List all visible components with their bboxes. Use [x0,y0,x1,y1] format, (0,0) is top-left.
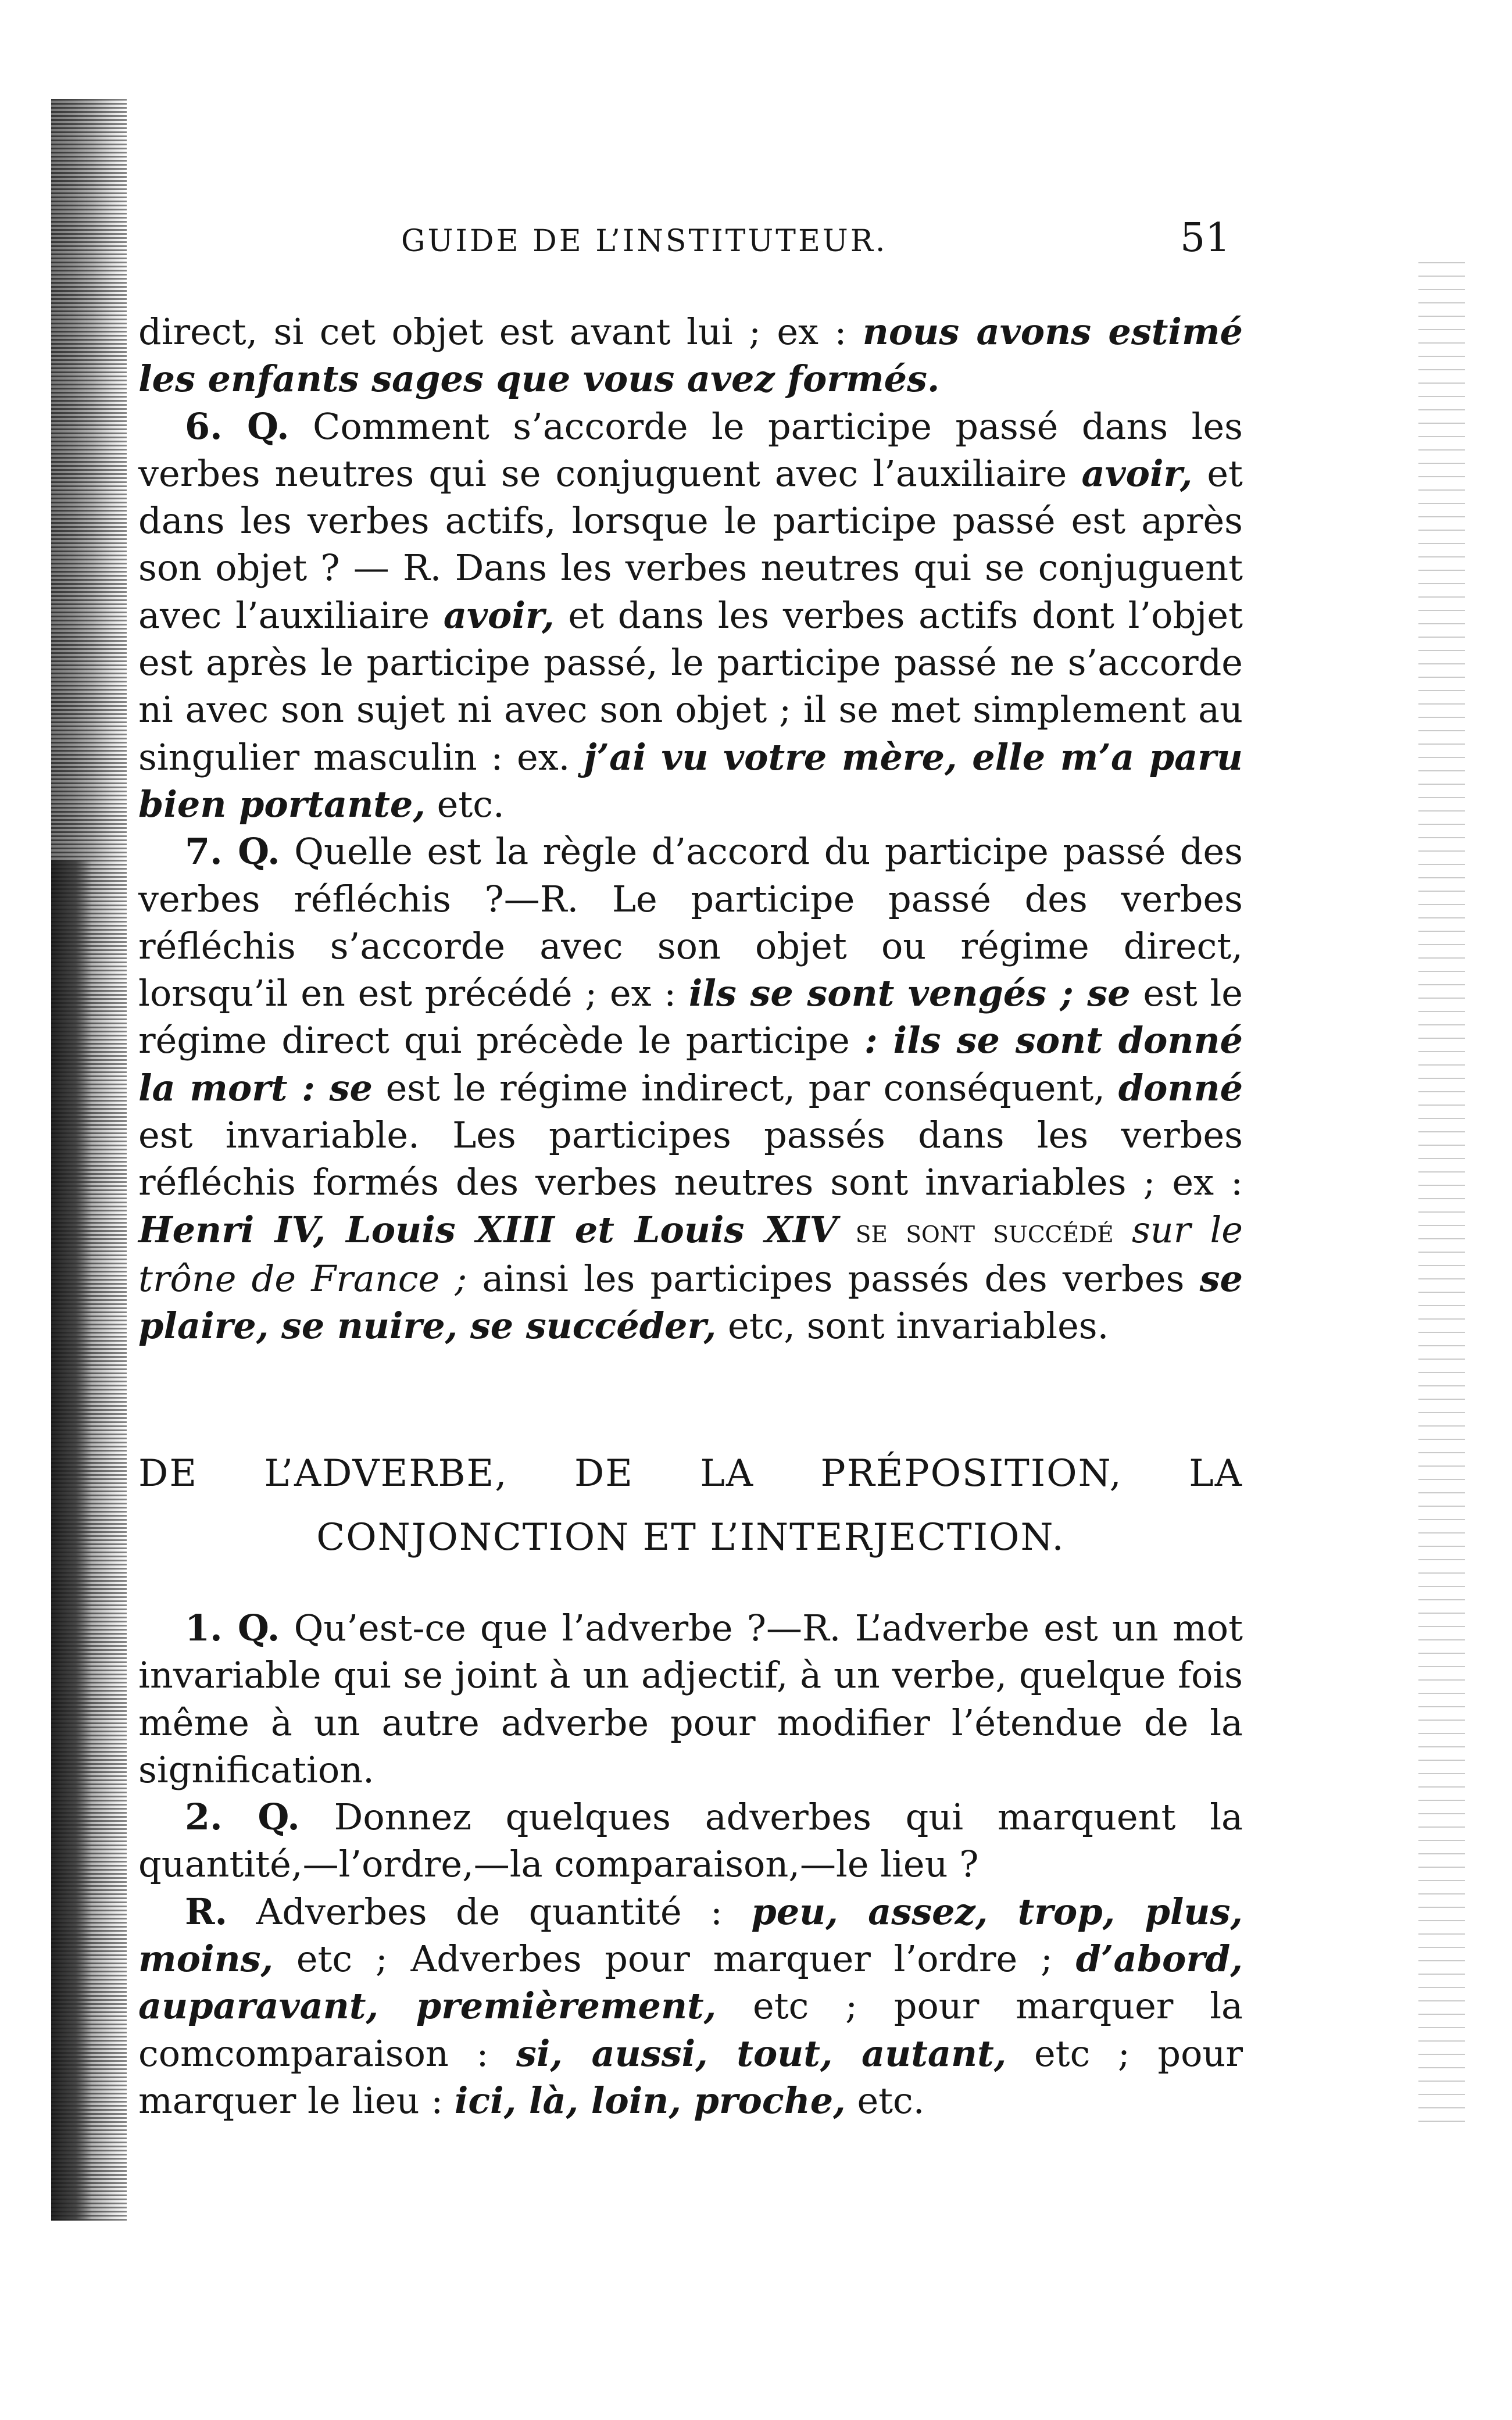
page-number: 51 [1180,215,1231,261]
question-2: 2. Q. Donnez quelques adverbes qui marquent la quantité,—l’ordre,—la comparaison,—le lieu ? [138,1796,1243,1886]
binding-shadow [51,860,92,2221]
running-header: GUIDE DE L’INSTITUTEUR. [401,224,888,259]
body-text-lower [138,1604,1243,2124]
question-1: 1. Q. Qu’est-ce que l’adverbe ?—R. L’adverbe est un mot invariable qui se joint à un adjectif, à un verbe, quelque fois même à un autre adverbe pour modifier l’étendue de la signification. [138,1607,1243,1791]
answer-2: R. Adverbes de quantité : peu, assez, trop, plus, moins, etc ; Adverbes pour marquer l’ordre ; d’abord, auparavant, premièrement, etc ; pour marquer la comcomparaison : si, aussi, tout, autant, etc ; pour marquer le lieu : ici, là, loin, proche, etc. [138,1890,1243,2122]
section-heading [138,1442,1243,1570]
section-heading-line-1: DE L’ADVERBE, DE LA PRÉPOSITION, LA [138,1452,1243,1495]
question-6: 6. Q. Comment s’accorde le participe passé dans les verbes neutres qui se conjuguent avec l’auxiliaire avoir, et dans les verbes actifs, lorsque le participe passé est après son objet ? — R. Dans les verbes neutres qui se conjuguent avec l’auxiliaire avoir, et dans les verbes actifs dont l’objet est après le participe passé, le participe passé ne s’accorde ni avec son sujet ni avec son objet ; il se met simplement au singulier masculin : ex. j’ai vu votre mère, elle m’a paru bien portante, etc. [138,405,1243,825]
paragraph-continued: direct, si cet objet est avant lui ; ex : nous avons estimé les enfants sages que vous avez formés. [138,310,1243,401]
section-heading-line-2: CONJONCTION ET L’INTERJECTION. [316,1516,1065,1559]
question-7: 7. Q. Quelle est la règle d’accord du participe passé des verbes réfléchis ?—R. Le participe passé des verbes réfléchis s’accorde avec son objet ou régime direct, lorsqu’il en est précédé ; ex : ils se sont vengés ; se est le régime direct qui précède le participe : ils se sont donné la mort : se est le régime indirect, par conséquent, donné est invariable. Les participes passés dans les verbes réfléchis formés des verbes neutres sont invariables ; ex : Henri IV, Louis XIII et Louis XIV se sont succédé sur le trône de France ; ainsi les participes passés des verbes se plaire, se nuire, se succéder, etc, sont invariables. [138,830,1243,1347]
right-edge-noise [1418,262,1465,2122]
body-text-upper [138,308,1243,1350]
